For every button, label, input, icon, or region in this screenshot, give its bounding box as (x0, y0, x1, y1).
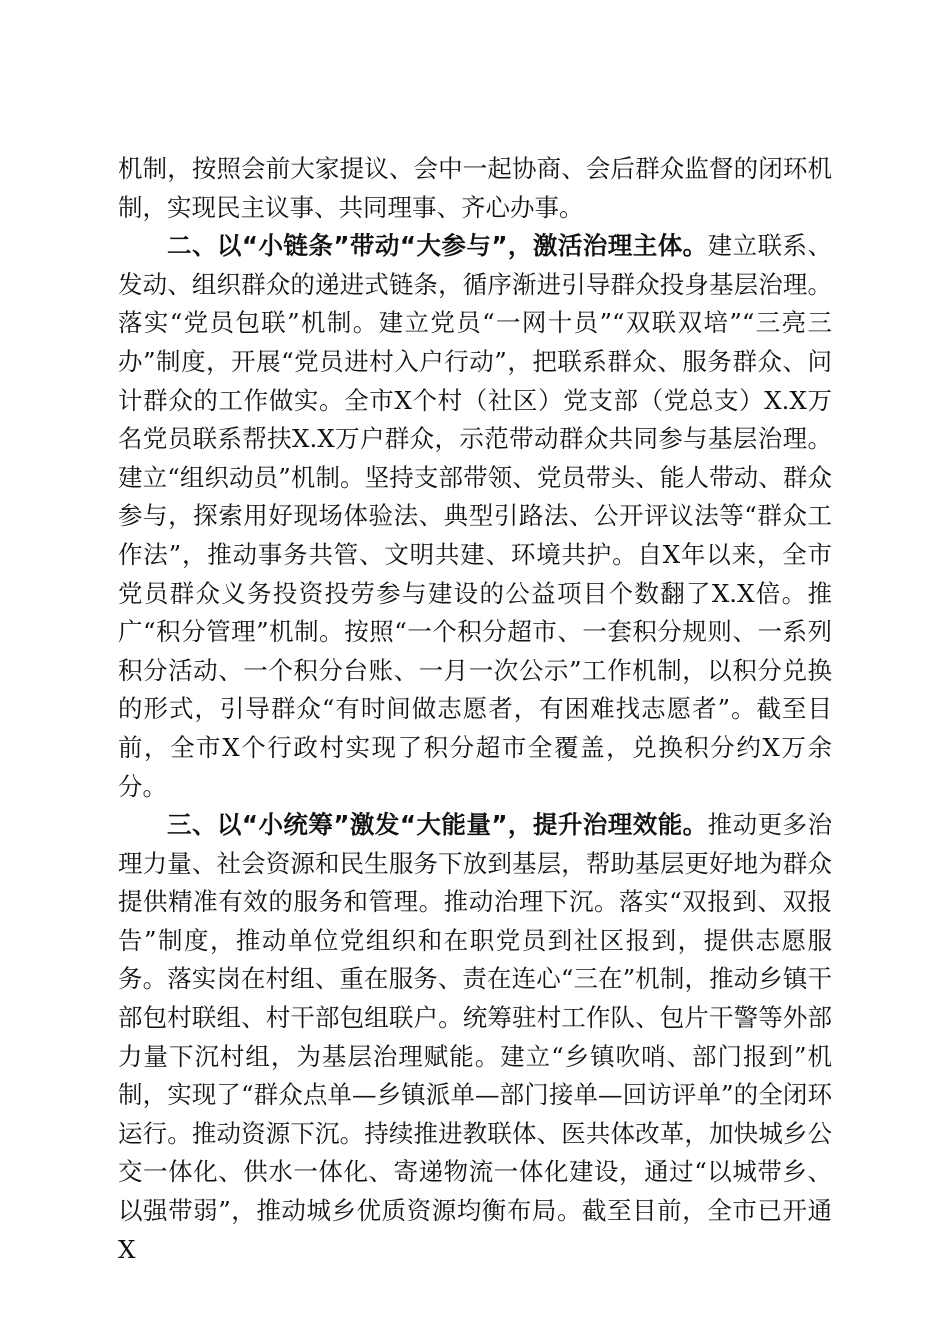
section-heading-two: 二、以“小链条”带动“大参与”，激活治理主体。 (167, 231, 708, 261)
paragraph-text: 建立联系、发动、组织群众的递进式链条，循序渐进引导群众投身基层治理。落实“党员包联”机制。建立党员“一网十员”“双联双培”“三亮三办”制度，开展“党员进村入户行动”，把联系群众、服务群众、问计群众的工作做实。全市X个村（社区）党支部（党总支）X.X万名党员联系帮扶X.X万户群众，示范带动群众共同参与基层治理。建立“组织动员”机制。坚持支部带领、党员带头、能人带动、群众参与，探索用好现场体验法、典型引路法、公开评议法等“群众工作法”，推动事务共管、文明共建、环境共护。自X年以来，全市党员群众义务投资投劳参与建设的公益项目个数翻了X.X倍。推广“积分管理”机制。按照“一个积分超市、一套积分规则、一系列积分活动、一个积分台账、一月一次公示”工作机制，以积分兑换的形式，引导群众“有时间做志愿者，有困难找志愿者”。截至目前，全市X个行政村实现了积分超市全覆盖，兑换积分约X万余分。 (118, 231, 833, 801)
paragraph-section-three (118, 806, 832, 1269)
paragraph-section-two (118, 227, 832, 806)
document-body (118, 150, 832, 1269)
paragraph-continuation (118, 150, 832, 227)
paragraph-text: 机制，按照会前大家提议、会中一起协商、会后群众监督的闭环机制，实现民主议事、共同理事、齐心办事。 (118, 154, 832, 222)
section-heading-three: 三、以“小统筹”激发“大能量”，提升治理效能。 (167, 810, 708, 840)
paragraph-text: 推动更多治理力量、社会资源和民生服务下放到基层，帮助基层更好地为群众提供精准有效的服务和管理。推动治理下沉。落实“双报到、双报告”制度，推动单位党组织和在职党员到社区报到，提供志愿服务。落实岗在村组、重在服务、责在连心“三在”机制，推动乡镇干部包村联组、村干部包组联户。统筹驻村工作队、包片干警等外部力量下沉村组，为基层治理赋能。建立“乡镇吹哨、部门报到”机制，实现了“群众点单—乡镇派单—部门接单—回访评单”的全闭环运行。推动资源下沉。持续推进教联体、医共体改革，加快城乡公交一体化、供水一体化、寄递物流一体化建设，通过“以城带乡、以强带弱”，推动城乡优质资源均衡布局。截至目前，全市已开通X (118, 810, 833, 1264)
